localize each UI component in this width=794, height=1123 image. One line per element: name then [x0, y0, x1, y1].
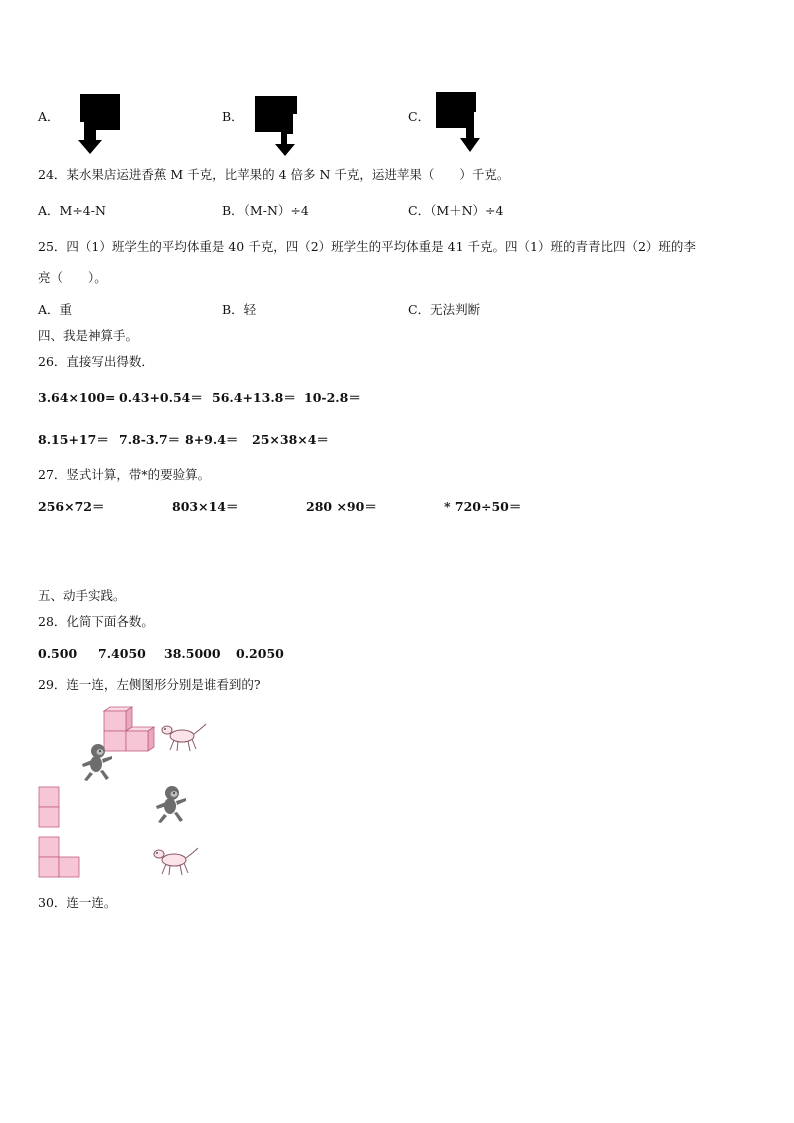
dog-icon-2	[152, 844, 200, 878]
q26-row2-item4: 25×38×4＝	[252, 432, 329, 447]
q25-option-a: A．重	[38, 302, 73, 317]
q29-stem: 29．连一连，左侧图形分别是谁看到的?	[38, 677, 261, 692]
section4-title: 四、我是神算手。	[38, 328, 139, 343]
q27-item2: 803×14＝	[172, 499, 239, 514]
q28-item4: 0.2050	[236, 646, 284, 661]
q25-option-b: B．轻	[222, 302, 257, 317]
q24-option-b: B．（M-N）÷4	[222, 203, 309, 218]
q23-option-a-label: A．	[38, 109, 60, 124]
monkey-icon	[78, 742, 116, 782]
q27-item3: 280 ×90＝	[306, 499, 377, 514]
monkey-icon-2	[152, 784, 190, 824]
q24-option-a: A．M÷4-N	[38, 203, 106, 218]
view-shape-l	[38, 836, 84, 880]
q27-item1: 256×72＝	[38, 499, 105, 514]
q25-stem-line2: 亮（ ）。	[38, 270, 107, 285]
q23-option-c-label: C．	[408, 109, 431, 124]
section5-title: 五、动手实践。	[38, 588, 126, 603]
q23-option-a-shape	[76, 92, 124, 156]
q30-stem: 30．连一连。	[38, 895, 117, 910]
q26-stem: 26．直接写出得数．	[38, 354, 154, 369]
q23-option-b-shape	[253, 94, 301, 158]
q26-row2-item2: 7.8-3.7＝	[119, 432, 181, 447]
q27-item4: * 720÷50＝	[444, 499, 522, 514]
q26-row1-item2: 0.43+0.54＝	[119, 390, 203, 405]
q28-item2: 7.4050	[98, 646, 146, 661]
q26-row2-item3: 8+9.4＝	[185, 432, 239, 447]
q24-stem: 24．某水果店运进香蕉 M 千克，比苹果的 4 倍多 N 千克，运进苹果（ ）千克。	[38, 167, 510, 182]
q27-stem: 27．竖式计算，带*的要验算。	[38, 467, 211, 482]
q26-row2-item1: 8.15+17＝	[38, 432, 109, 447]
q28-item1: 0.500	[38, 646, 78, 661]
q23-option-c-shape	[434, 90, 484, 156]
q28-stem: 28．化简下面各数。	[38, 614, 154, 629]
q26-row1-item1: 3.64×100=	[38, 390, 116, 405]
q25-option-c: C．无法判断	[408, 302, 481, 317]
dog-icon	[160, 720, 208, 754]
q28-item3: 38.5000	[164, 646, 221, 661]
q26-row1-item3: 56.4+13.8＝	[212, 390, 296, 405]
view-shape-vertical	[38, 786, 62, 830]
q23-option-b-label: B．	[222, 109, 244, 124]
q26-row1-item4: 10-2.8＝	[304, 390, 361, 405]
q24-option-c: C．（M＋N）÷4	[408, 203, 504, 218]
q25-stem-line1: 25．四（1）班学生的平均体重是 40 千克，四（2）班学生的平均体重是 41 千克。四（1）班的青青比四（2）班的李	[38, 239, 696, 254]
